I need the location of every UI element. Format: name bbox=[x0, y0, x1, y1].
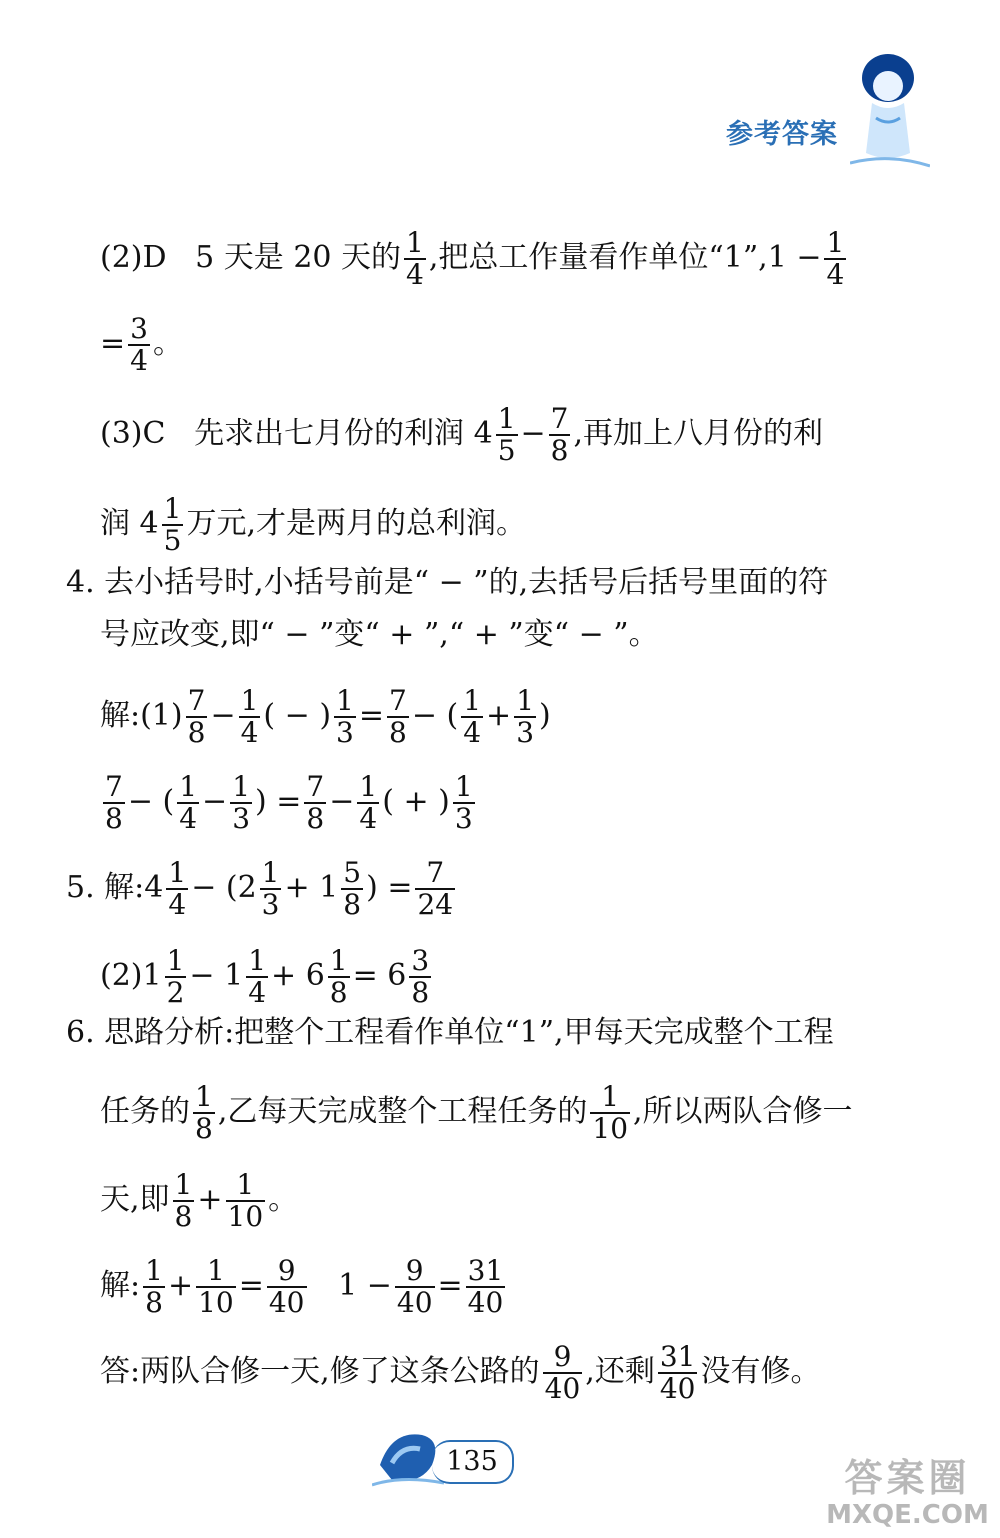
fraction: $\frac{1}{8}$ bbox=[145, 1254, 163, 1320]
text-segment: ( + ) bbox=[382, 784, 450, 820]
fraction: $\frac{1}{4}$ bbox=[463, 684, 482, 750]
text-segment: + 6 bbox=[271, 958, 325, 994]
fraction: $\frac{5}{8}$ bbox=[343, 856, 362, 922]
text-segment: + bbox=[486, 698, 512, 734]
fraction: $\frac{1}{4}$ bbox=[406, 226, 424, 292]
fraction: $\frac{1}{5}$ bbox=[497, 402, 516, 468]
fraction: $\frac{9}{40}$ bbox=[396, 1254, 433, 1320]
label-2d: (2)D bbox=[100, 240, 167, 276]
answer-3c-line1 bbox=[100, 404, 823, 466]
text-segment: 1 − bbox=[338, 1268, 392, 1304]
text-segment: = 6 bbox=[352, 958, 407, 994]
text-segment: = bbox=[437, 1268, 463, 1304]
text-segment: − 1 bbox=[189, 958, 244, 994]
fraction: $\frac{7}{24}$ bbox=[417, 856, 454, 922]
text-segment: 答:两队合修一天,修了这条公路的 bbox=[100, 1354, 540, 1390]
text-segment: 5. 解:4 bbox=[66, 870, 164, 906]
q6-line1: 6. 思路分析:把整个工程看作单位“1”,甲每天完成整个工程 bbox=[66, 1015, 834, 1050]
fraction: $\frac{7}{8}$ bbox=[306, 770, 325, 836]
fraction: $\frac{7}{8}$ bbox=[389, 684, 407, 750]
answer-2d-line1 bbox=[100, 228, 849, 290]
text-segment: ) = bbox=[255, 784, 302, 820]
fraction: $\frac{1}{3}$ bbox=[261, 856, 280, 922]
fraction: $\frac{1}{4}$ bbox=[168, 856, 187, 922]
text-segment: = bbox=[100, 326, 126, 362]
fraction: $\frac{1}{8}$ bbox=[195, 1080, 213, 1146]
text-segment: − bbox=[520, 416, 546, 452]
text-segment: (2)1 bbox=[100, 958, 162, 994]
text-segment: 5 天是 20 天的 bbox=[195, 240, 402, 276]
page-number: 135 bbox=[432, 1440, 514, 1484]
q4-solution-line1 bbox=[100, 686, 551, 748]
fraction: $\frac{7}{8}$ bbox=[187, 684, 206, 750]
q6-line2 bbox=[100, 1082, 853, 1144]
fraction: $\frac{9}{40}$ bbox=[544, 1340, 581, 1406]
q4-line1: 4. 去小括号时,小括号前是“ − ”的,去括号后括号里面的符 bbox=[66, 565, 829, 600]
watermark-logo-text: 答案圈 bbox=[844, 1456, 971, 1500]
header-title: 参考答案 bbox=[726, 119, 838, 150]
text-segment: + bbox=[197, 1182, 223, 1218]
text-segment: − (2 bbox=[191, 870, 257, 906]
watermark-url: MXQE.COM bbox=[826, 1500, 989, 1530]
text-segment: ,所以两队合修一 bbox=[633, 1094, 853, 1130]
fraction: $\frac{7}{8}$ bbox=[550, 402, 569, 468]
text-segment: ) bbox=[539, 698, 551, 734]
text-segment: + bbox=[167, 1268, 194, 1304]
fraction: $\frac{1}{8}$ bbox=[329, 944, 348, 1010]
fraction: $\frac{1}{4}$ bbox=[248, 944, 267, 1010]
text-segment: 。 bbox=[268, 1182, 299, 1218]
fraction: $\frac{1}{4}$ bbox=[179, 770, 198, 836]
fraction: $\frac{1}{3}$ bbox=[232, 770, 251, 836]
fraction: $\frac{31}{40}$ bbox=[467, 1254, 504, 1320]
text-segment: ( − ) bbox=[263, 698, 332, 734]
text-segment: = bbox=[238, 1268, 264, 1304]
text-segment: = bbox=[358, 698, 384, 734]
text-segment: ,乙每天完成整个工程任务的 bbox=[217, 1094, 588, 1130]
fraction: $\frac{7}{8}$ bbox=[105, 770, 123, 836]
q4-line2: 号应改变,即“ − ”变“ + ”,“ + ”变“ − ”。 bbox=[100, 617, 659, 652]
q5-line2 bbox=[100, 946, 434, 1008]
fraction: $\frac{1}{2}$ bbox=[166, 944, 185, 1010]
text-segment: 万元,才是两月的总利润。 bbox=[186, 506, 526, 542]
watermark bbox=[820, 1455, 995, 1535]
answer-3c-line2 bbox=[100, 494, 526, 556]
text-segment: ,把总工作量看作单位“1”,1 − bbox=[428, 240, 822, 276]
q6-answer bbox=[100, 1342, 820, 1404]
text-segment: 没有修。 bbox=[700, 1354, 821, 1390]
text-segment: − ( bbox=[411, 698, 459, 734]
text-segment: 天,即 bbox=[100, 1182, 170, 1218]
text-segment: 润 4 bbox=[100, 506, 159, 542]
label-3c: (3)C bbox=[100, 416, 166, 452]
text-segment: − bbox=[329, 784, 355, 820]
text-segment: 先求出七月份的利润 4 bbox=[194, 416, 493, 452]
fraction: $\frac{31}{40}$ bbox=[659, 1340, 696, 1406]
text-segment: − bbox=[210, 698, 236, 734]
text-segment: 解: bbox=[100, 1268, 141, 1304]
q6-solution bbox=[100, 1256, 508, 1318]
text-segment: 任务的 bbox=[100, 1094, 190, 1130]
fraction: $\frac{9}{40}$ bbox=[268, 1254, 305, 1320]
fraction: $\frac{3}{4}$ bbox=[130, 312, 148, 378]
fraction: $\frac{1}{4}$ bbox=[359, 770, 378, 836]
text-segment: + 1 bbox=[284, 870, 339, 906]
fraction: $\frac{1}{10}$ bbox=[227, 1168, 264, 1234]
text-segment: − ( bbox=[127, 784, 175, 820]
answer-2d-line2 bbox=[100, 314, 183, 376]
text-segment: ) = bbox=[366, 870, 413, 906]
girl-mascot-icon bbox=[850, 48, 930, 173]
q5-line1 bbox=[66, 858, 458, 920]
q6-line3 bbox=[100, 1170, 298, 1232]
fraction: $\frac{1}{4}$ bbox=[240, 684, 259, 750]
fraction: $\frac{1}{8}$ bbox=[174, 1168, 193, 1234]
fraction: $\frac{3}{8}$ bbox=[411, 944, 430, 1010]
fraction: $\frac{1}{10}$ bbox=[198, 1254, 234, 1320]
fraction: $\frac{1}{3}$ bbox=[336, 684, 354, 750]
fraction: $\frac{1}{4}$ bbox=[826, 226, 845, 292]
text-segment: ,还剩 bbox=[585, 1354, 655, 1390]
text-segment: ,再加上八月份的利 bbox=[573, 416, 824, 452]
q4-solution-line2 bbox=[100, 772, 478, 834]
fraction: $\frac{1}{3}$ bbox=[516, 684, 535, 750]
fraction: $\frac{1}{10}$ bbox=[592, 1080, 629, 1146]
fraction: $\frac{1}{3}$ bbox=[454, 770, 473, 836]
fraction: $\frac{1}{5}$ bbox=[163, 492, 182, 558]
text-segment: 解:(1) bbox=[100, 698, 183, 734]
text-segment: 。 bbox=[152, 326, 183, 362]
text-segment: − bbox=[202, 784, 228, 820]
